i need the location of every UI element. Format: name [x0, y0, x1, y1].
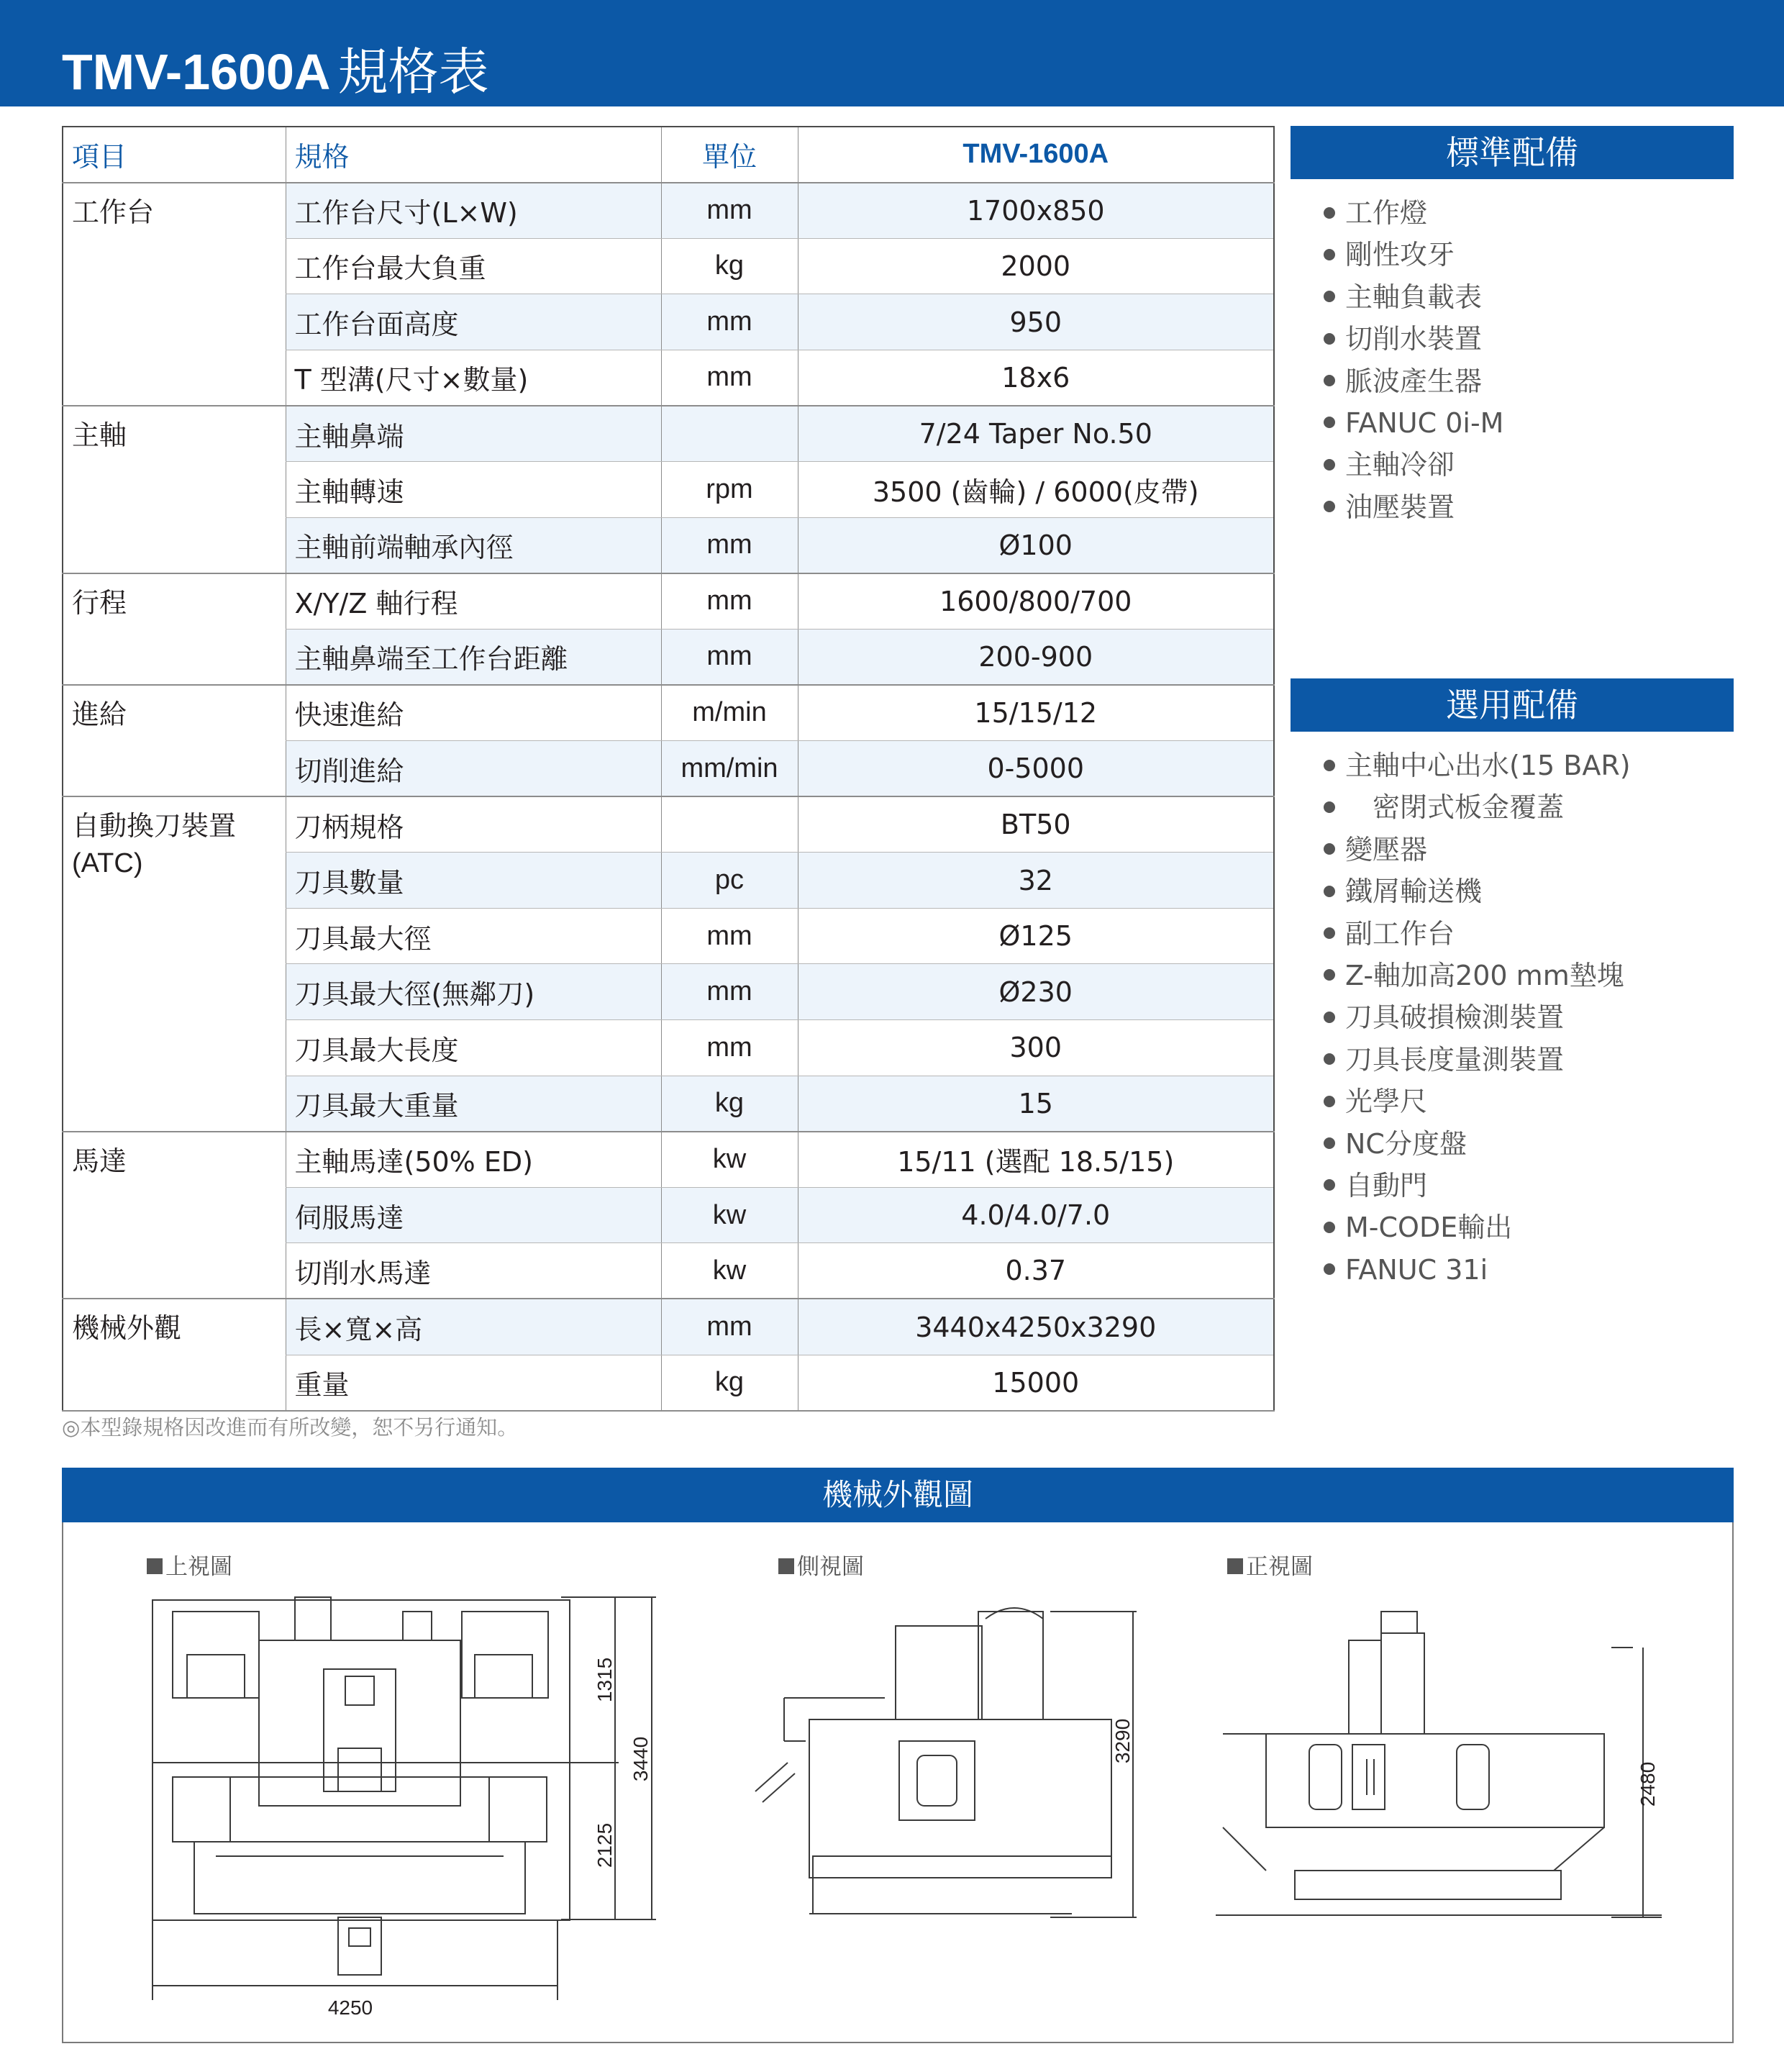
side-view-drawing — [734, 1597, 1180, 1935]
list-item — [1324, 1039, 1631, 1081]
table-row — [63, 1299, 1274, 1355]
standard-equipment-title: 標準配備 — [1291, 126, 1734, 179]
list-item — [1324, 996, 1631, 1038]
list-item — [1324, 786, 1631, 828]
list-item-label: 鐵屑輸送機 — [1345, 876, 1483, 908]
bullet-icon — [1324, 760, 1335, 771]
value-cell: 15 — [798, 1076, 1274, 1132]
value-cell: 1700x850 — [798, 183, 1274, 239]
list-item — [1324, 913, 1631, 955]
list-item-label: 工作燈 — [1345, 197, 1428, 229]
list-item-label: 主軸中心出水(15 BAR) — [1345, 750, 1631, 781]
unit-cell: mm — [661, 573, 798, 630]
spec-name-cell: 主軸鼻端至工作台距離 — [286, 629, 661, 685]
spec-name-cell: 長×寬×高 — [286, 1299, 661, 1355]
list-item — [1324, 1123, 1631, 1165]
category-label: 進給 — [72, 698, 127, 730]
spec-name-cell: 刀具最大徑 — [286, 908, 661, 964]
table-row — [63, 796, 1274, 853]
unit-cell — [661, 796, 798, 853]
value-cell: Ø100 — [798, 517, 1274, 573]
table-header-row — [63, 127, 1274, 183]
spec-name-cell: 刀具最大徑(無鄰刀) — [286, 964, 661, 1020]
bullet-icon — [1324, 375, 1335, 386]
value-cell: 15/15/12 — [798, 685, 1274, 741]
unit-cell: kg — [661, 238, 798, 294]
list-item-label: M-CODE輸出 — [1345, 1212, 1513, 1244]
table-row — [63, 406, 1274, 462]
spec-name-cell: 主軸鼻端 — [286, 406, 661, 462]
category-cell — [63, 796, 286, 1132]
list-item-label: Z-軸加高200 mm墊塊 — [1345, 959, 1624, 991]
list-item — [1324, 234, 1503, 276]
unit-cell: kg — [661, 1355, 798, 1411]
bullet-icon — [1324, 459, 1335, 471]
unit-cell: mm — [661, 908, 798, 964]
dim-1315: 1315 — [593, 1657, 616, 1703]
value-cell: 1600/800/700 — [798, 573, 1274, 630]
unit-cell: mm — [661, 1020, 798, 1076]
square-bullet-icon — [778, 1558, 794, 1574]
value-cell: 18x6 — [798, 350, 1274, 406]
list-item-label: NC分度盤 — [1345, 1127, 1467, 1160]
spec-name-cell: 主軸前端軸承內徑 — [286, 517, 661, 573]
bullet-icon — [1324, 801, 1335, 813]
list-item — [1324, 1249, 1631, 1291]
category-sublabel: (ATC) — [72, 848, 143, 879]
spec-name-cell: 切削水馬達 — [286, 1243, 661, 1299]
unit-cell: mm — [661, 1299, 798, 1355]
value-cell: 2000 — [798, 238, 1274, 294]
dim-2480: 2480 — [1637, 1761, 1659, 1807]
list-item — [1324, 1081, 1631, 1122]
bullet-icon — [1324, 501, 1335, 512]
value-cell: BT50 — [798, 796, 1274, 853]
top-view-label: 上視圖 — [147, 1548, 232, 1581]
category-label: 行程 — [72, 586, 127, 619]
value-cell: 0-5000 — [798, 741, 1274, 797]
bullet-icon — [1324, 843, 1335, 855]
list-item — [1324, 829, 1631, 871]
bullet-icon — [1324, 969, 1335, 981]
optional-equipment-title: 選用配備 — [1291, 678, 1734, 732]
category-cell — [63, 1132, 286, 1299]
bullet-icon — [1324, 1179, 1335, 1191]
list-item — [1324, 402, 1503, 444]
category-cell — [63, 1299, 286, 1410]
bullet-icon — [1324, 886, 1335, 897]
list-item-label: 刀具長度量測裝置 — [1345, 1043, 1565, 1076]
category-cell — [63, 406, 286, 573]
unit-cell: mm — [661, 629, 798, 685]
model-name: TMV-1600A — [62, 44, 331, 100]
spec-name-cell: 工作台面高度 — [286, 294, 661, 350]
list-item — [1324, 486, 1503, 528]
category-label: 主軸 — [72, 419, 127, 451]
unit-cell: mm — [661, 964, 798, 1020]
category-label: 馬達 — [72, 1145, 127, 1177]
value-cell: 7/24 Taper No.50 — [798, 406, 1274, 462]
list-item-label: 切削水裝置 — [1345, 323, 1483, 355]
front-view-drawing — [1201, 1597, 1669, 1935]
list-item-label: 刀具破損檢測裝置 — [1345, 1001, 1565, 1034]
square-bullet-icon — [1227, 1558, 1243, 1574]
square-bullet-icon — [147, 1558, 163, 1574]
bullet-icon — [1324, 291, 1335, 302]
value-cell: 15000 — [798, 1355, 1274, 1411]
spec-name-cell: 工作台尺寸(L×W) — [286, 183, 661, 239]
unit-cell: kg — [661, 1076, 798, 1132]
list-item — [1324, 318, 1503, 360]
list-item — [1324, 1207, 1631, 1248]
list-item — [1324, 745, 1631, 786]
front-view-label: 正視圖 — [1227, 1548, 1313, 1581]
category-label: 機械外觀 — [72, 1312, 182, 1345]
header-unit: 單位 — [661, 127, 798, 183]
value-cell: 4.0/4.0/7.0 — [798, 1187, 1274, 1243]
table-row — [63, 1132, 1274, 1188]
value-cell: 3440x4250x3290 — [798, 1299, 1274, 1355]
list-item-label: 油壓裝置 — [1345, 491, 1455, 523]
spec-name-cell: 切削進給 — [286, 741, 661, 797]
page-header — [0, 0, 1784, 106]
spec-name-cell: T 型溝(尺寸×數量) — [286, 350, 661, 406]
bullet-icon — [1324, 417, 1335, 428]
spec-name-cell: 快速進給 — [286, 685, 661, 741]
unit-cell: kw — [661, 1132, 798, 1188]
unit-cell: mm — [661, 517, 798, 573]
list-item-label: 光學尺 — [1345, 1086, 1428, 1118]
top-view-drawing — [144, 1583, 676, 2029]
bullet-icon — [1324, 333, 1335, 345]
list-item — [1324, 444, 1503, 486]
table-row — [63, 685, 1274, 741]
value-cell: 300 — [798, 1020, 1274, 1076]
list-item-label: 主軸負載表 — [1345, 281, 1483, 313]
optional-equipment-list — [1324, 745, 1631, 1291]
spec-table — [62, 126, 1275, 1412]
list-item-label: FANUC 0i-M — [1345, 406, 1504, 439]
dim-2125: 2125 — [593, 1822, 616, 1868]
list-item-label: 自動門 — [1345, 1169, 1428, 1201]
list-item — [1324, 192, 1503, 234]
spec-name-cell: 刀具最大長度 — [286, 1020, 661, 1076]
page-title — [62, 37, 488, 106]
list-item — [1324, 276, 1503, 318]
unit-cell: mm — [661, 350, 798, 406]
value-cell: Ø230 — [798, 964, 1274, 1020]
value-cell: Ø125 — [798, 908, 1274, 964]
drawing-panel-title: 機械外觀圖 — [62, 1468, 1734, 1522]
spec-name-cell: 主軸馬達(50% ED) — [286, 1132, 661, 1188]
dim-3440: 3440 — [629, 1736, 652, 1782]
category-cell — [63, 573, 286, 685]
list-item-label: 副工作台 — [1345, 917, 1455, 950]
unit-cell: kw — [661, 1243, 798, 1299]
unit-cell — [661, 406, 798, 462]
value-cell: 3500 (齒輪) / 6000(皮帶) — [798, 462, 1274, 518]
unit-cell: rpm — [661, 462, 798, 518]
list-item — [1324, 1165, 1631, 1207]
value-cell: 950 — [798, 294, 1274, 350]
bullet-icon — [1324, 1137, 1335, 1149]
value-cell: 200-900 — [798, 629, 1274, 685]
unit-cell: m/min — [661, 685, 798, 741]
spec-name-cell: 重量 — [286, 1355, 661, 1411]
title-suffix: 規格表 — [337, 42, 489, 101]
list-item-label: 主軸冷卻 — [1345, 449, 1455, 481]
spec-name-cell: 工作台最大負重 — [286, 238, 661, 294]
spec-name-cell: 刀具數量 — [286, 853, 661, 909]
spec-name-cell: 主軸轉速 — [286, 462, 661, 518]
dim-3290: 3290 — [1111, 1718, 1134, 1764]
disclaimer-note: ◎本型錄規格因改進而有所改變，恕不另行通知。 — [62, 1415, 519, 1440]
category-cell — [63, 685, 286, 796]
list-item-label: FANUC 31i — [1345, 1253, 1488, 1286]
bullet-icon — [1324, 1096, 1335, 1107]
unit-cell: mm — [661, 294, 798, 350]
table-row — [63, 573, 1274, 630]
header-spec: 規格 — [286, 127, 661, 183]
bullet-icon — [1324, 1053, 1335, 1065]
value-cell: 0.37 — [798, 1243, 1274, 1299]
list-item-label: 密閉式板金覆蓋 — [1345, 791, 1565, 824]
header-item: 項目 — [63, 127, 286, 183]
unit-cell: mm — [661, 183, 798, 239]
bullet-icon — [1324, 1263, 1335, 1275]
bullet-icon — [1324, 1222, 1335, 1233]
list-item-label: 脈波產生器 — [1345, 365, 1483, 397]
spec-name-cell: 刀具最大重量 — [286, 1076, 661, 1132]
standard-equipment-list — [1324, 192, 1503, 528]
bullet-icon — [1324, 207, 1335, 219]
dim-4250: 4250 — [327, 1996, 373, 2019]
list-item — [1324, 955, 1631, 996]
bullet-icon — [1324, 927, 1335, 939]
list-item-label: 變壓器 — [1345, 833, 1428, 865]
bullet-icon — [1324, 249, 1335, 260]
spec-name-cell: X/Y/Z 軸行程 — [286, 573, 661, 630]
spec-name-cell: 刀柄規格 — [286, 796, 661, 853]
category-cell — [63, 183, 286, 406]
unit-cell: mm/min — [661, 741, 798, 797]
unit-cell: pc — [661, 853, 798, 909]
spec-name-cell: 伺服馬達 — [286, 1187, 661, 1243]
category-label: 自動換刀裝置 — [72, 810, 237, 842]
value-cell: 32 — [798, 853, 1274, 909]
side-view-label: 側視圖 — [778, 1548, 864, 1581]
list-item — [1324, 871, 1631, 912]
unit-cell: kw — [661, 1187, 798, 1243]
list-item — [1324, 360, 1503, 402]
value-cell: 15/11 (選配 18.5/15) — [798, 1132, 1274, 1188]
table-row — [63, 183, 1274, 239]
bullet-icon — [1324, 1012, 1335, 1023]
list-item-label: 剛性攻牙 — [1345, 239, 1455, 271]
header-model: TMV-1600A — [798, 127, 1274, 183]
category-label: 工作台 — [72, 196, 155, 228]
